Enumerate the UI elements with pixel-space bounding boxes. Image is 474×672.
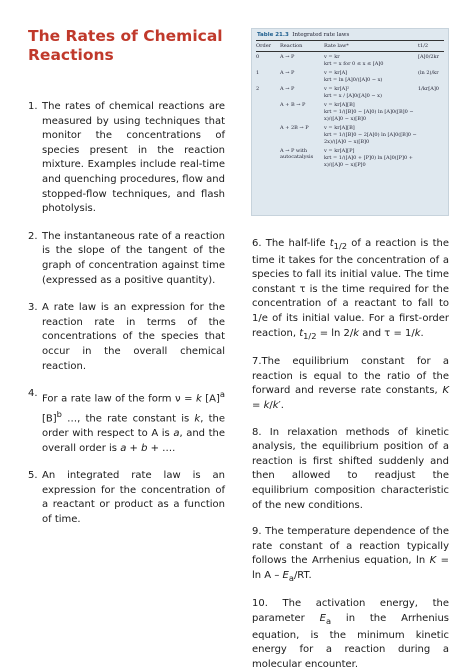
item-number: 3. — [28, 302, 38, 314]
rate-law-line: v = kr[A] — [324, 70, 348, 76]
item-text: An integrated rate law is an expression for the concentration of a reactant or product as a function of time. — [42, 470, 225, 525]
cell-half-life: (ln 2)/kr — [418, 70, 439, 76]
cell-rate-law — [324, 54, 418, 68]
page-title: The Rates of Chemical Reactions — [28, 27, 223, 64]
table-row — [256, 84, 444, 100]
cell-half-life — [418, 102, 444, 123]
cell-reaction: A → P with autocatalysis — [280, 148, 314, 160]
table-caption-text: Integrated rate laws — [292, 32, 350, 38]
paragraph: 7.The equilibrium constant for a reaction is equal to the ratio of the forward and reverse rate constants, K = k/k′. — [252, 356, 449, 411]
cell-order: 2 — [256, 86, 260, 92]
table-row — [256, 123, 444, 146]
list-item — [28, 100, 225, 217]
right-column — [252, 237, 449, 672]
rate-law-line: v = kr — [324, 54, 340, 60]
rate-law-line: krt = ln [A]0/([A]0 − x) — [324, 77, 383, 83]
cell-half-life — [418, 125, 444, 146]
cell-order — [256, 148, 280, 169]
cell-reaction: A → P — [280, 54, 295, 60]
table-label: Table 21.3 — [257, 32, 289, 38]
paragraph: 10. The activation energy, the parameter $E_a$ in the Arrhenius equation, is the minimum kinetic energy for a reaction during a molecular encounter. — [252, 598, 449, 670]
header-order: Order — [256, 43, 272, 49]
table-row — [256, 52, 444, 68]
item-number: 1. — [28, 101, 38, 112]
rate-law-line: krt = x / [A]0([A]0 − x) — [324, 93, 382, 99]
paragraph: 9. The temperature dependence of the rate constant of a reaction typically follows the Arrhenius equation, $\ln K = \ln A - E_a/RT$. — [252, 526, 449, 583]
rate-law-line: krt = 1/([A]0 + [P]0) ln [A]0([P]0 + x)/([A]0 − x)[P]0 — [324, 155, 413, 168]
rate-law-line: krt = 1/([B]0 − 2[A]0) ln [A]0([B]0 − 2x)/([A]0 − x)[B]0 — [324, 132, 417, 145]
list-item — [28, 387, 225, 456]
header-rate-law: Rate law* — [324, 43, 349, 49]
paragraph: 6. The half-life $t_{1/2}$ of a reaction is the time it takes for the concentration of a species to fall its initial value. The time constant τ is the time required for the concentration of a reactant to fall to 1/e of its initial value. For a first-order reaction, $t_{1/2} = \ln 2/k$ and τ = 1/k. — [252, 238, 449, 341]
table-row — [256, 146, 444, 169]
item-text: The rates of chemical reactions are measured by using techniques that monitor the concentrations of species present in the reaction mixture. Examples include real-time and quenching procedures, flow and stopped-flow techniques, and flash photolysis. — [42, 101, 225, 215]
cell-half-life: [A]0/2kr — [418, 54, 439, 60]
cell-rate-law — [324, 102, 418, 123]
cell-rate-law — [324, 148, 418, 169]
cell-rate-law — [324, 70, 418, 84]
list-item — [28, 230, 225, 288]
table-row — [256, 68, 444, 84]
item-number: 5. — [28, 470, 38, 482]
cell-reaction: A → P — [280, 86, 295, 92]
rate-law-line: v = kr[A][B] — [324, 102, 355, 108]
item-text: A rate law is an expression for the reaction rate in terms of the concentrations of the species that occur in the overall chemical reaction. — [42, 302, 225, 372]
left-column — [28, 100, 225, 528]
cell-rate-law — [324, 86, 418, 100]
table-row — [256, 100, 444, 123]
header-half-life: t1/2 — [418, 43, 429, 49]
cell-half-life — [418, 148, 444, 169]
cell-reaction: A + 2B → P — [280, 125, 309, 131]
item-text: The instantaneous rate of a reaction is the slope of the tangent of the graph of concentration against time (expressed as a positive quantity). — [42, 230, 225, 286]
cell-half-life: 1/kr[A]0 — [418, 86, 439, 92]
item-number: 4. — [28, 388, 38, 400]
rate-law-line: krt = 1/([B]0 − [A]0) ln [A]0([B]0 − x)/([A]0 − x)[B]0 — [324, 109, 414, 122]
integrated-rate-laws-table — [251, 28, 449, 216]
rate-law-line: v = kr[A][B] — [324, 125, 355, 131]
item-number: 2. — [28, 230, 38, 242]
cell-order: 1 — [256, 70, 260, 76]
rate-law-line: krt = x for 0 ≤ x ≤ [A]0 — [324, 61, 384, 67]
list-item — [28, 301, 225, 374]
cell-reaction: A → P — [280, 70, 295, 76]
cell-order — [256, 125, 280, 146]
paragraph: 8. In relaxation methods of kinetic analysis, the equilibrium position of a reaction is first shifted suddenly and then allowed to readjust the equilibrium composition characteristic of the new conditions. — [252, 426, 449, 511]
rate-law-line: v = kr[A][P] — [324, 148, 355, 154]
item-text: For a rate law of the form ν = k $[A]^a$ $[B]^b$ …, the rate constant is k, the order with respect to A is a, and the overall order is a + b + …. — [42, 389, 226, 454]
cell-reaction: A + B → P — [280, 102, 306, 108]
cell-order — [256, 102, 280, 123]
header-reaction: Reaction — [280, 43, 303, 49]
cell-rate-law — [324, 125, 418, 146]
list-item — [28, 469, 225, 527]
rate-law-line: v = kr[A]² — [324, 86, 350, 92]
table-body — [252, 52, 448, 169]
table-header — [256, 40, 444, 52]
cell-order: 0 — [256, 54, 260, 60]
table-caption — [252, 29, 448, 40]
